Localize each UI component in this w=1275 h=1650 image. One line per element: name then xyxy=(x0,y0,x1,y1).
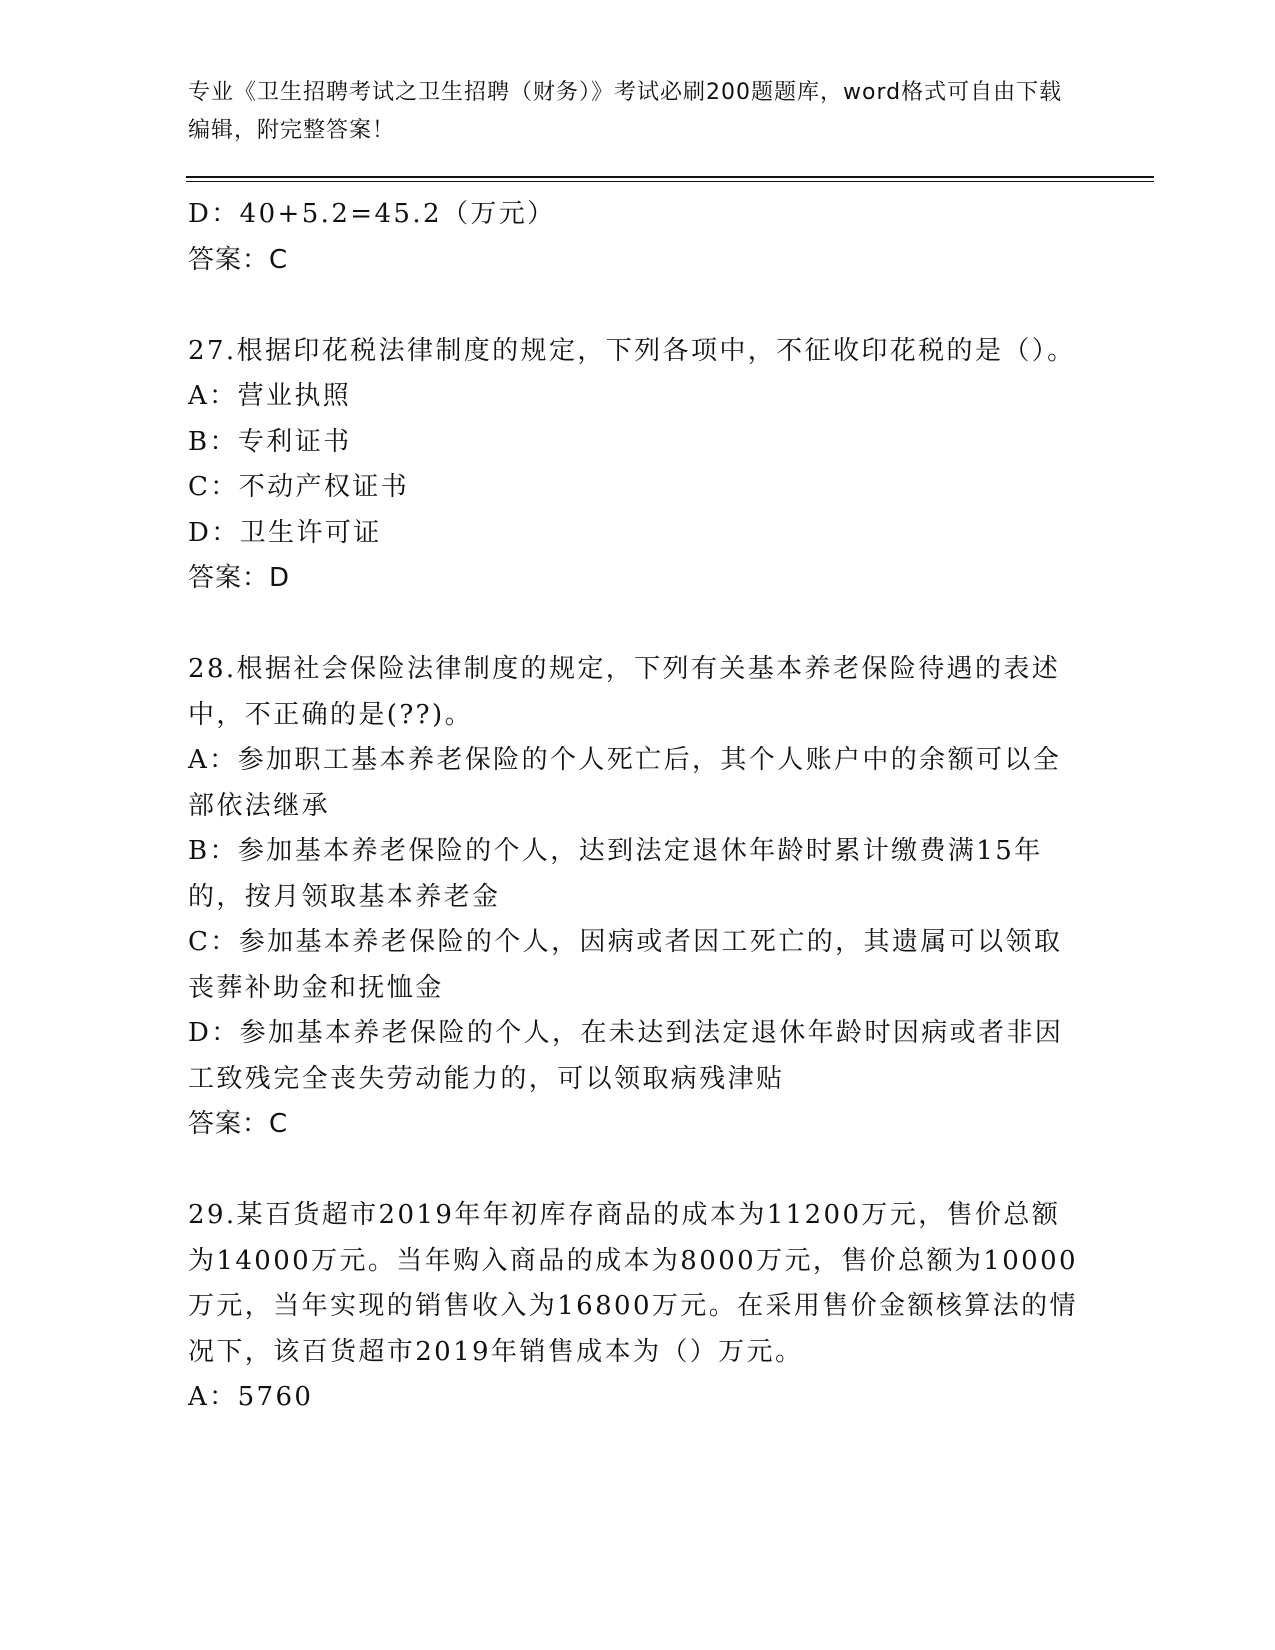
option-a: A：参加职工基本养老保险的个人死亡后，其个人账户中的余额可以全部依法继承 xyxy=(188,745,1062,821)
option-b: B：参加基本养老保险的个人，达到法定退休年龄时累计缴费满15年的，按月领取基本养老金 xyxy=(188,836,1043,912)
option-b: B：专利证书 xyxy=(188,426,352,457)
answer: 答案：D xyxy=(188,563,291,593)
question-stem: 29.某百货超市2019年年初库存商品的成本为11200万元，售价总额为14000万元。当年购入商品的成本为8000万元，售价总额为10000万元，当年实现的销售收入为16800万元。在采用售价金额核算法的情况下，该百货超市2019年销售成本为（）万元。 xyxy=(188,1200,1078,1367)
header-rule-thick xyxy=(186,176,1154,178)
previous-option-d: D：40+5.2=45.2（万元） xyxy=(188,199,556,229)
spacer xyxy=(188,602,1078,648)
question-28 xyxy=(188,647,1078,1148)
question-stem: 27.根据印花税法律制度的规定，下列各项中，不征收印花税的是（）。 xyxy=(188,335,1076,366)
option-c: C：参加基本养老保险的个人，因病或者因工死亡的，其遗属可以领取丧葬补助金和抚恤金 xyxy=(188,927,1063,1003)
page-header: 专业《卫生招聘考试之卫生招聘（财务）》考试必刷200题题库，word格式可自由下载编辑，附完整答案！ xyxy=(188,80,1063,143)
spacer xyxy=(188,283,1078,329)
question-29 xyxy=(188,1193,1078,1421)
option-c: C：不动产权证书 xyxy=(188,472,410,502)
question-27 xyxy=(188,329,1078,602)
header-rule-thin xyxy=(186,181,1154,182)
option-d: D：卫生许可证 xyxy=(188,517,382,548)
spacer xyxy=(188,1148,1078,1194)
answer: 答案：C xyxy=(188,1109,289,1139)
option-a: A：营业执照 xyxy=(188,381,352,411)
previous-answer: 答案：C xyxy=(188,244,289,275)
question-stem: 28.根据社会保险法律制度的规定，下列有关基本养老保险待遇的表述中，不正确的是(??)。 xyxy=(188,654,1061,730)
option-a: A：5760 xyxy=(188,1382,314,1412)
option-d: D：参加基本养老保险的个人，在未达到法定退休年龄时因病或者非因工致残完全丧失劳动能力的，可以领取病残津贴 xyxy=(188,1018,1064,1094)
document-body xyxy=(188,192,1078,1421)
